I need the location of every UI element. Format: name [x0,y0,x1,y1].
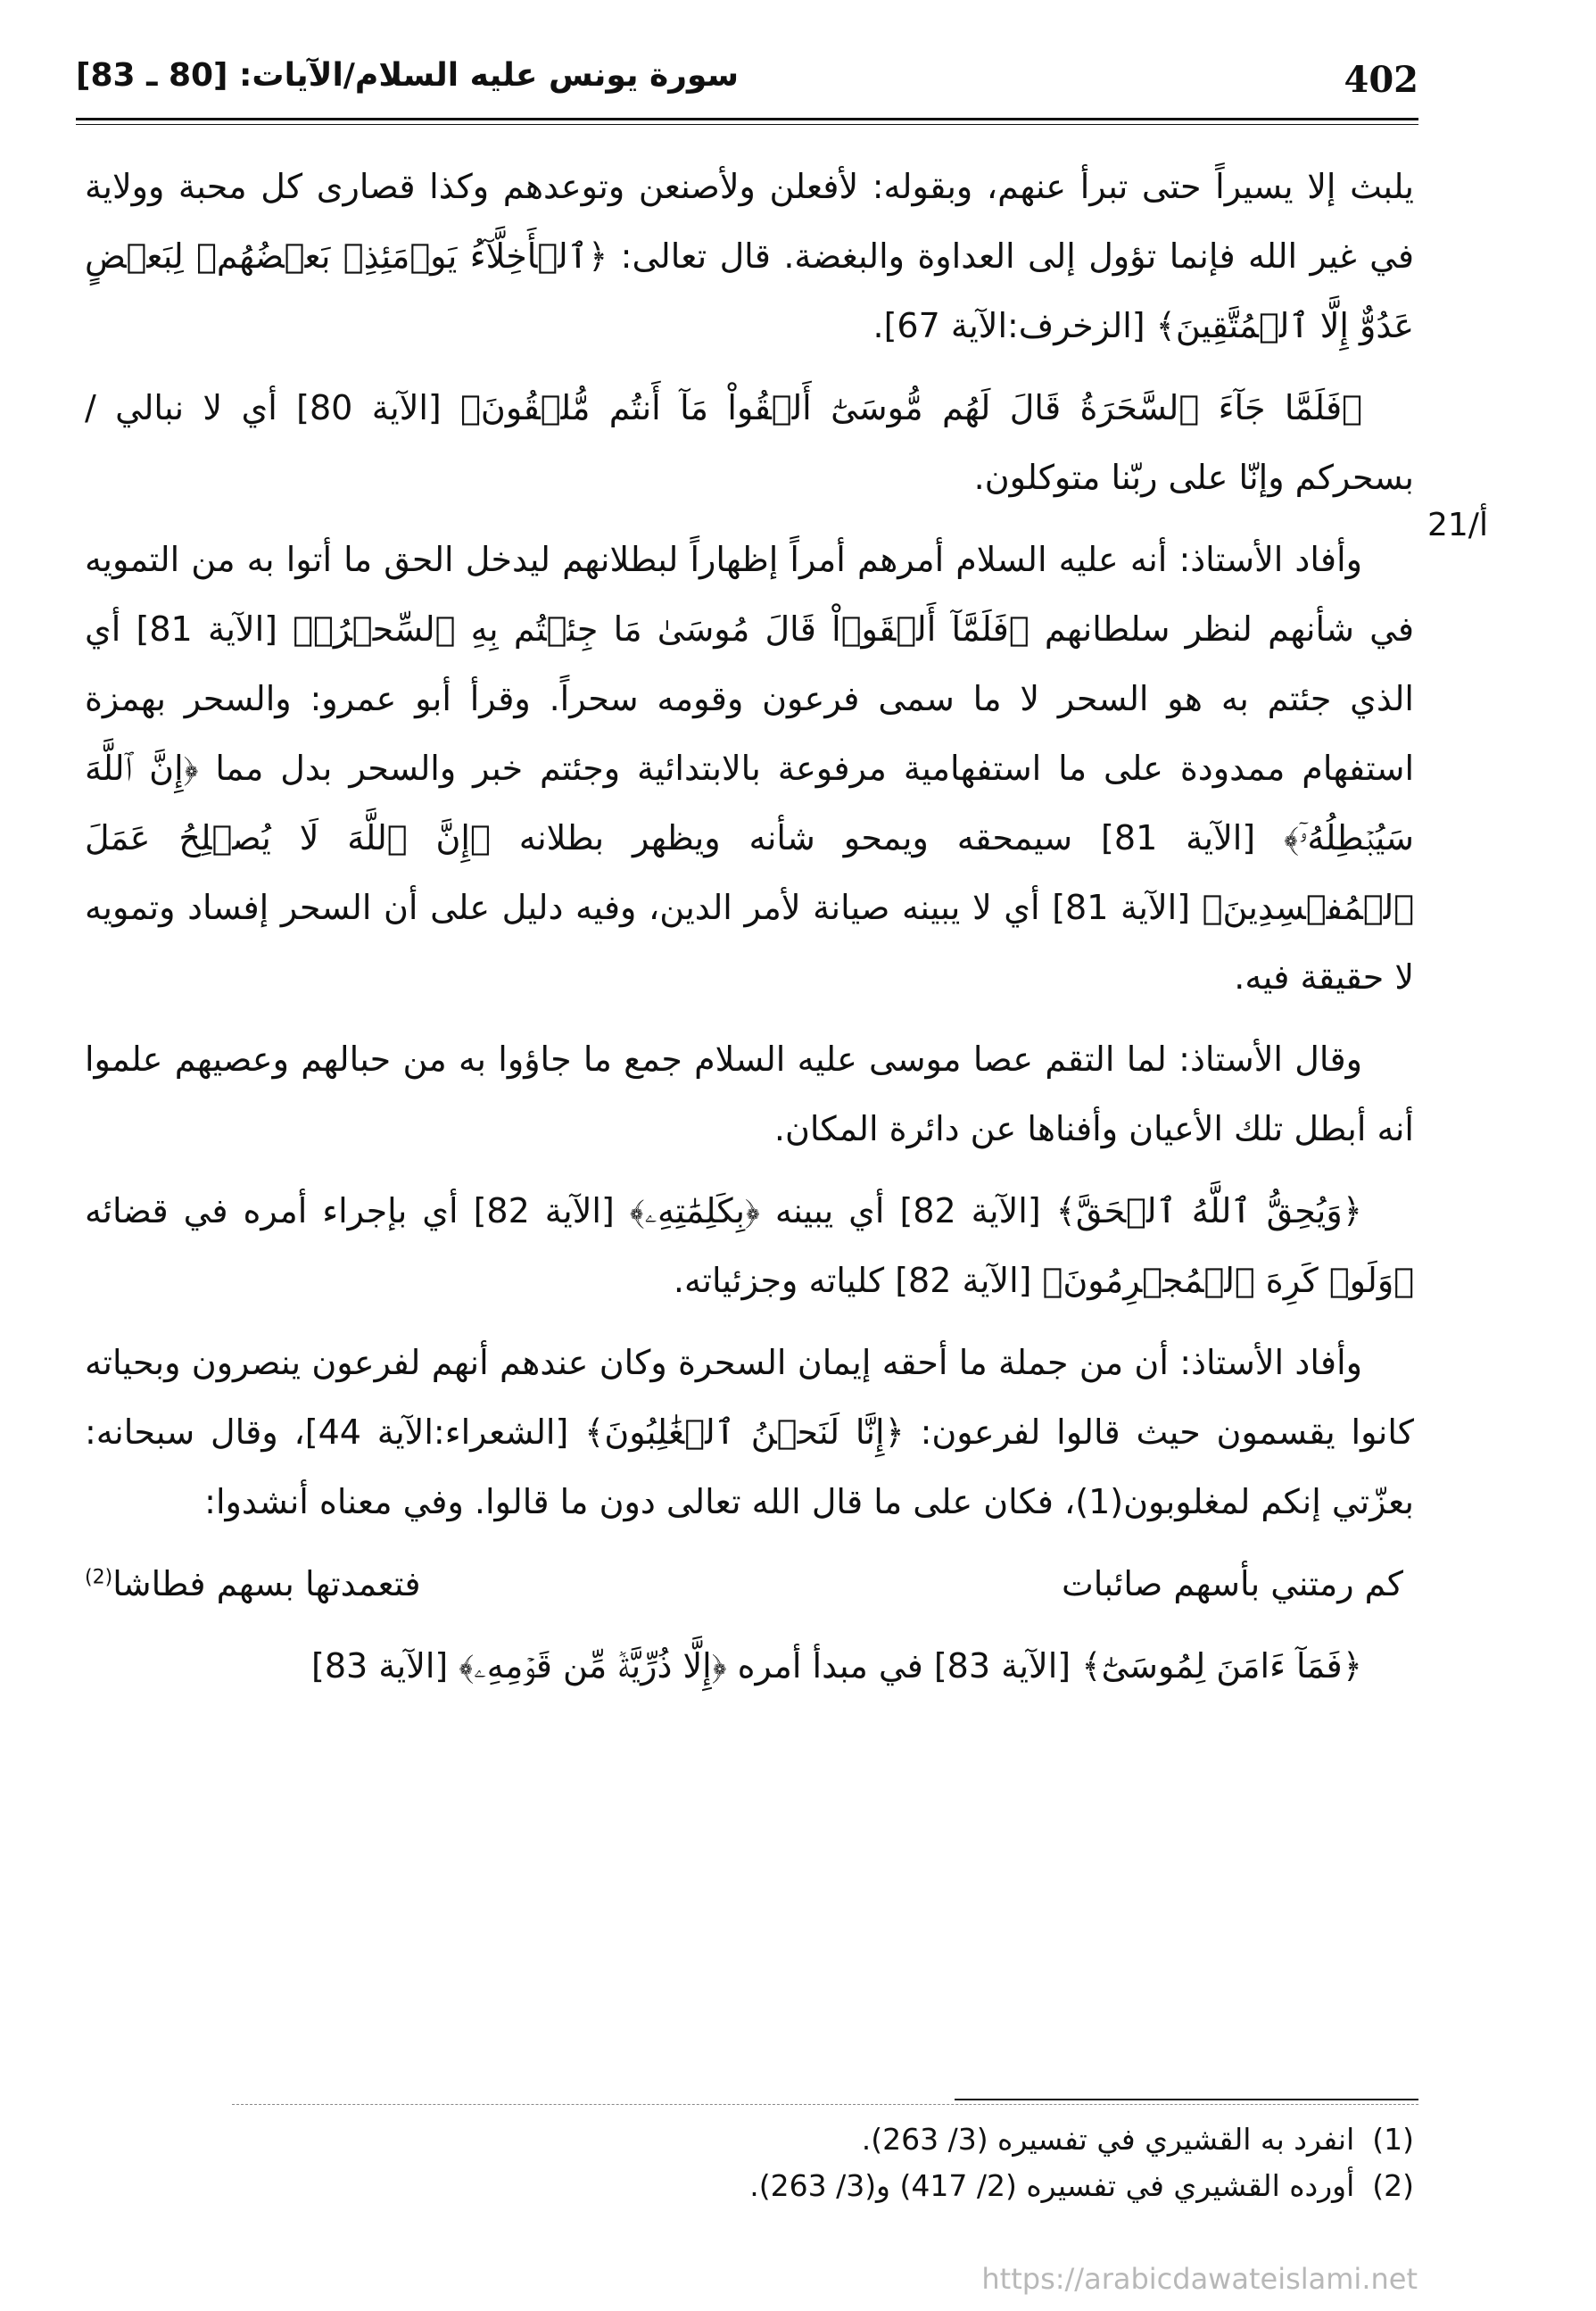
footnote-item [85,2163,1414,2209]
footnote-item [85,2116,1414,2163]
paragraph: ﴿وَيُحِقُّ ٱللَّهُ ٱلۡحَقَّ﴾ [الآية 82] أي يبينه ﴿بِكَلِمَٰتِهِۦ﴾ [الآية 82] أي بإجراء أمره في قضائه ﴿وَلَوۡ كَرِهَ ٱلۡمُجۡرِمُونَ﴾ [الآية 82] كلياته وجزئياته. [85,1191,1414,1300]
footnote-number: (1) [1372,2122,1414,2157]
paragraph: وقال الأستاذ: لما التقم عصا موسى عليه السلام جمع ما جاؤوا به من حبالهم وعصيهم علموا أنه أبطل تلك الأعيان وأفناها عن دائرة المكان. [85,1040,1414,1148]
header-rule-thin [76,124,1418,125]
footnote-ref: (2) [85,1566,113,1589]
paragraph: وأفاد الأستاذ: أنه عليه السلام أمرهم أمراً إظهاراً لبطلانهم ليدخل الحق ما أتوا به من التمويه في شأنهم لنظر سلطانهم ﴿فَلَمَّآ أَلۡقَوۡاْ قَالَ مُوسَىٰ مَا جِئۡتُم بِهِ ٱلسِّحۡرُۖ﴾ [الآية 81] أي الذي جئتم به هو السحر لا ما سمى فرعون وقومه سحراً. وقرأ أبو عمرو: والسحر بهمزة استفهام ممدودة على ما استفهامية مرفوعة بالابتدائية وجئتم خبر والسحر بدل مما ﴿إِنَّ ٱللَّهَ سَيُبۡطِلُهُۥٓ﴾ [الآية 81] سيمحقه ويمحو شأنه ويظهر بطلانه ﴿إِنَّ ٱللَّهَ لَا يُصۡلِحُ عَمَلَ ٱلۡمُفۡسِدِينَ﴾ [الآية 81] أي لا يبينه صيانة لأمر الدين، وفيه دليل على أن السحر إفساد وتمويه لا حقيقة فيه. [85,540,1415,997]
poem-hemistich-first: كم رمتني بأسهم صائبات [1062,1564,1403,1603]
poem-hemistich-text: فتعمدتها بسهم فطاشا [112,1564,421,1603]
paragraph: وأفاد الأستاذ: أن من جملة ما أحقه إيمان السحرة وكان عندهم أنهم لفرعون ينصرون وبحياته كانوا يقسمون حيث قالوا لفرعون: ﴿إِنَّا لَنَحۡنُ ٱلۡغَٰلِبُونَ﴾ [الشعراء:الآية 44]، وقال سبحانه: بعزّتي إنكم لمغلوبون(1)، فكان على ما قال الله تعالى دون ما قالوا. وفي معناه أنشدوا: [85,1343,1414,1521]
footnote-number: (2) [1372,2168,1414,2203]
paragraph: ﴿فَمَآ ءَامَنَ لِمُوسَىٰٓ﴾ [الآية 83] في مبدأ أمره ﴿إِلَّا ذُرِّيَّةٞ مِّن قَوۡمِهِۦ﴾ [الآية 83] [310,1646,1362,1686]
running-title: سورة يونس عليه السلام/الآيات: [80 ـ 83] [76,57,740,94]
main-text [85,152,1414,1713]
paragraph: ﴿فَلَمَّا جَآءَ ٱلسَّحَرَةُ قَالَ لَهُم مُّوسَىٰٓ أَلۡقُواْ مَآ أَنتُم مُّلۡقُونَ﴾ [الآية 80] أي لا نبالي / بسحركم وإنّا على ربّنا متوكلون. [85,388,1414,497]
footnotes [85,2116,1414,2209]
page-header [76,54,1418,116]
footnote-separator-dotted [232,2104,1418,2105]
page-number: 402 [1344,59,1418,101]
footnote-text: انفرد به القشيري في تفسيره (3/ 263). [861,2122,1355,2157]
poem-hemistich-second [85,1549,421,1619]
footnote-separator [955,2099,1418,2100]
paragraph: يلبث إلا يسيراً حتى تبرأ عنهم، وبقوله: لأفعلن ولأصنعن وتوعدهم وكذا قصارى كل محبة وولاية في غير الله فإنما تؤول إلى العداوة والبغضة. قال تعالى: ﴿ٱلۡأَخِلَّآءُ يَوۡمَئِذِۭ بَعۡضُهُمۡ لِبَعۡضٍ عَدُوٌّ إِلَّا ٱلۡمُتَّقِينَ﴾ [الزخرف:الآية 67]. [85,167,1414,345]
watermark-url: https://arabicdawateislami.net [981,2262,1418,2296]
header-rule [76,118,1418,120]
manuscript-folio-note: 21/أ [1427,507,1488,543]
footnote-text: أورده القشيري في تفسيره (2/ 417) و(3/ 263). [749,2168,1355,2203]
poem-verse [85,1549,1414,1619]
